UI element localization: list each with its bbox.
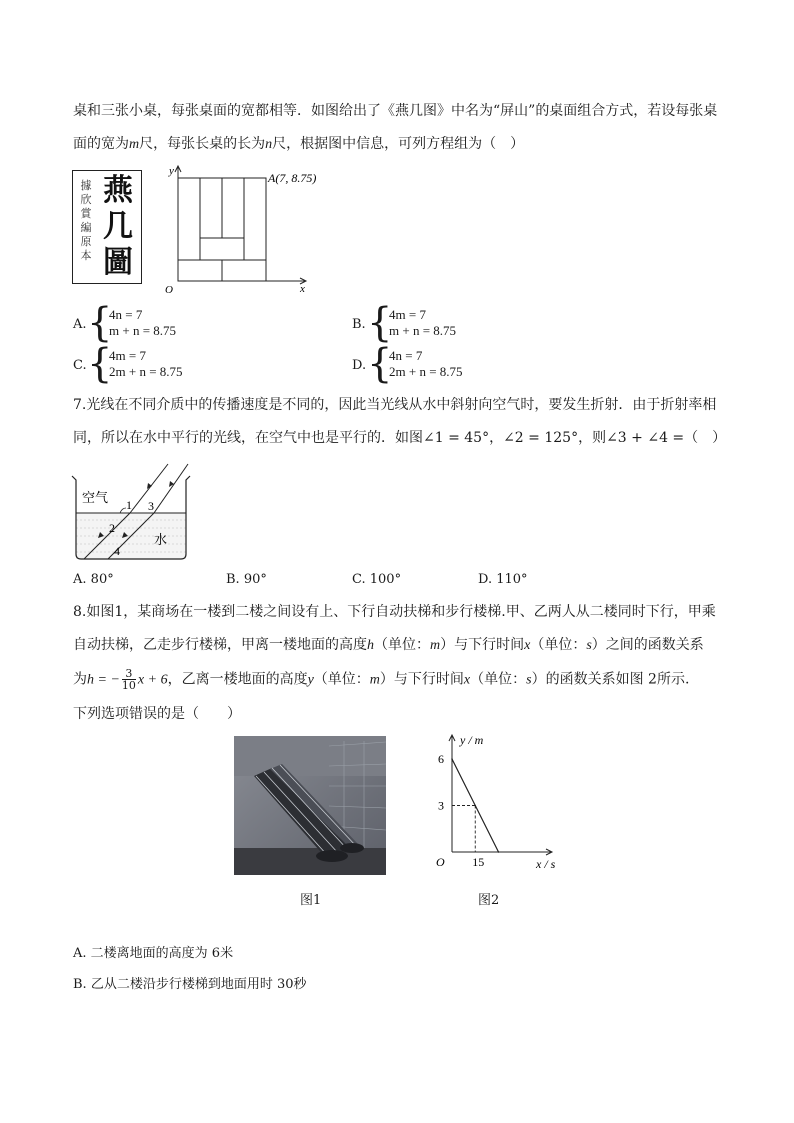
x-axis-label: x — [300, 283, 305, 295]
q6-option-c-eq2: 2m + n = 8.75 — [109, 364, 183, 379]
formula-rhs: x + 6 — [137, 672, 168, 688]
x-axis-label: x / s — [536, 857, 556, 871]
q6-option-d-eq2: 2m + n = 8.75 — [389, 364, 463, 379]
brace-icon: { — [367, 300, 393, 346]
water-label: 水 — [154, 532, 168, 547]
angle-3-label: 3 — [148, 499, 154, 513]
angle-1-label: 1 — [126, 498, 132, 512]
y-tick-label: 6 — [438, 752, 444, 766]
var-n: n — [265, 137, 273, 152]
q6-option-a-eq2: m + n = 8.75 — [109, 323, 177, 338]
q8-stem-line2: 自动扶梯，乙走步行楼梯，甲离一楼地面的高度h（单位：m）与下行时间x（单位：s）之间的函数关系 — [73, 637, 704, 653]
figure-1-caption: 图1 — [300, 893, 322, 908]
y-axis-label: y / m — [460, 733, 484, 747]
q6-stem-line2: 面的宽为m尺，每张长桌的长为n尺，根据图中信息，可列方程组为（ ） — [73, 136, 525, 152]
brace-icon: { — [367, 341, 393, 387]
yanjitu-book-cover — [72, 170, 142, 284]
q6-option-b-eq1: 4m = 7 — [389, 307, 426, 322]
formula-lhs: h = − — [87, 672, 120, 688]
book-title: 燕 几 圖 — [103, 173, 133, 280]
q8-stem-line4: 下列选项错误的是（ ） — [73, 706, 241, 722]
q6-stem-line1: 桌和三张小桌，每张桌面的宽都相等．如图给出了《燕几图》中名为“屏山”的桌面组合方式，若设每张桌 — [73, 103, 718, 119]
air-label: 空气 — [82, 490, 109, 505]
angle-4-label: 4 — [114, 544, 120, 558]
q6-option-b-label[interactable]: B. — [352, 317, 366, 332]
q8-option-a[interactable]: A. 二楼离地面的高度为 6米 — [73, 946, 234, 961]
q6-option-c-label[interactable]: C. — [73, 358, 87, 373]
origin-label: O — [165, 284, 173, 295]
brace-icon: { — [87, 341, 113, 387]
data-point — [498, 851, 500, 853]
q7-option-d[interactable]: D. 110° — [478, 572, 528, 587]
q6-option-c-eq1: 4m = 7 — [109, 348, 146, 363]
q6-option-d-eq1: 4n = 7 — [389, 348, 423, 363]
point-a-label: A(7, 8.75) — [268, 171, 317, 185]
height-time-graph — [420, 726, 570, 876]
angle-2-label: 2 — [109, 521, 115, 535]
light-ray-2-air — [154, 464, 188, 513]
q8-option-b[interactable]: B. 乙从二楼沿步行楼梯到地面用时 30秒 — [73, 977, 307, 992]
q7-option-b[interactable]: B. 90° — [226, 572, 267, 587]
escalator-photo — [234, 736, 386, 875]
q7-stem-line2: 同，所以在水中平行的光线，在空气中也是平行的．如图∠1 = 45°，∠2 = 125°，则∠3 + ∠4 =（ ） — [73, 430, 727, 446]
q6-option-a-eq1: 4n = 7 — [109, 307, 143, 322]
figure-2-caption: 图2 — [478, 893, 500, 908]
y-axis-label: y — [169, 165, 174, 177]
var-m: m — [129, 137, 140, 152]
q6-option-d-label[interactable]: D. — [352, 358, 367, 373]
q7-option-a[interactable]: A. 80° — [73, 572, 114, 587]
x-tick-label: 15 — [472, 855, 485, 869]
pingshan-diagram — [160, 163, 340, 295]
q7-option-c[interactable]: C. 100° — [352, 572, 402, 587]
q6-option-b-eq2: m + n = 8.75 — [389, 323, 457, 338]
y-tick-label: 3 — [438, 798, 444, 813]
middle-table — [200, 238, 244, 260]
book-side-text: 據 欣 賞 編 原 本 — [80, 179, 92, 262]
q6-option-a-label[interactable]: A. — [73, 317, 87, 332]
refraction-beaker-diagram — [70, 458, 200, 563]
q8-stem-line3: 为h = − $\frac{3}{10}$ x + 6，乙离一楼地面的高度y（单位：m）与下行时间x（单位：s）的函数关系如图 2所示. — [73, 667, 690, 692]
brace-icon: { — [87, 300, 113, 346]
origin-label: O — [436, 855, 445, 869]
formula-fraction: $\frac{3}{10}$ — [121, 667, 136, 692]
q8-stem-line1: 8.如图1，某商场在一楼到二楼之间设有上、下行自动扶梯和步行楼梯.甲、乙两人从二楼同时下行，甲乘 — [73, 604, 716, 620]
q7-stem-line1: 7.光线在不同介质中的传播速度是不同的，因此当光线从水中斜射向空气时，要发生折射．由于折射率相 — [73, 397, 717, 413]
data-point — [451, 758, 453, 760]
